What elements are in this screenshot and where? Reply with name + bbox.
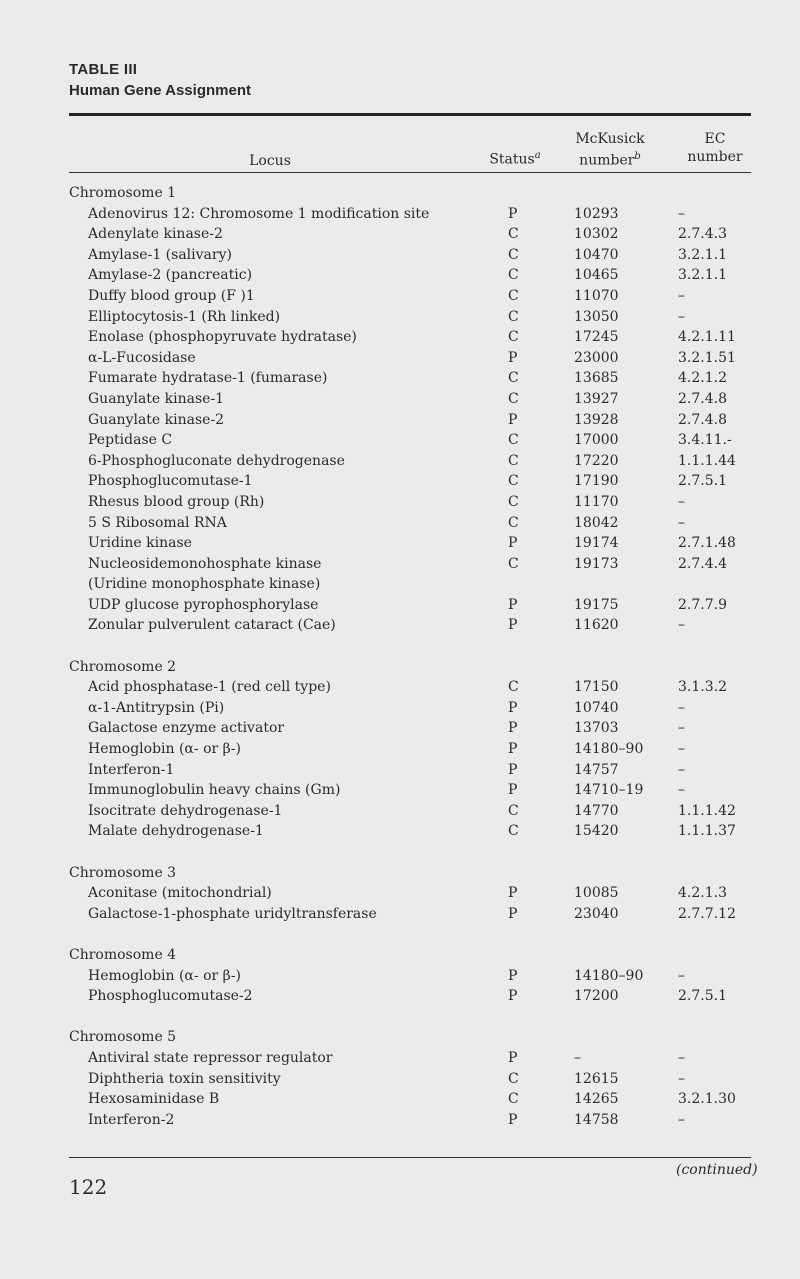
locus-cell: Hemoglobin (α- or β-) <box>88 967 241 984</box>
locus-cell: Hemoglobin (α- or β-) <box>88 741 241 758</box>
ec-cell: – <box>678 308 685 325</box>
ec-cell: 2.7.7.9 <box>678 596 727 613</box>
mckusick-cell: 11170 <box>574 493 619 510</box>
chromosome-heading: Chromosome 1 <box>69 185 177 201</box>
status-cell: C <box>508 390 519 407</box>
status-cell: C <box>508 493 519 510</box>
mckusick-cell: 14758 <box>574 1111 619 1128</box>
ec-cell: 4.2.1.3 <box>678 885 727 902</box>
table-row <box>0 574 800 595</box>
ec-cell: 3.2.1.1 <box>678 246 727 263</box>
table-row <box>0 677 800 698</box>
ec-cell: – <box>678 720 685 737</box>
ec-cell: – <box>678 1070 685 1087</box>
header-status <box>480 147 550 169</box>
ec-cell: – <box>678 741 685 758</box>
status-cell: C <box>508 555 519 572</box>
locus-cell: Amylase-1 (salivary) <box>88 246 232 263</box>
status-cell: C <box>508 287 519 304</box>
ec-cell: 2.7.5.1 <box>678 988 727 1005</box>
status-cell: C <box>508 226 519 243</box>
bottom-rule <box>69 1157 751 1158</box>
chromosome-heading: Chromosome 4 <box>69 946 177 963</box>
table-row <box>0 327 800 348</box>
locus-cell: Adenovirus 12: Chromosome 1 modification site <box>88 205 430 222</box>
continued-note: (continued) <box>676 1162 758 1178</box>
mckusick-cell: 10470 <box>574 246 619 263</box>
ec-cell: – <box>678 761 685 778</box>
table-row <box>0 595 800 616</box>
table-row <box>0 1110 800 1131</box>
chromosome-heading: Chromosome 2 <box>69 658 177 675</box>
mckusick-cell: 10293 <box>574 205 619 222</box>
locus-cell: Galactose-1-phosphate uridyltransferase <box>88 905 377 922</box>
status-cell: P <box>508 885 518 902</box>
section-row <box>0 1027 800 1048</box>
mckusick-cell: 14265 <box>574 1091 619 1108</box>
table-row <box>0 966 800 987</box>
locus-cell: Galactose enzyme activator <box>88 720 285 737</box>
header-ec-line1: EC <box>704 131 726 147</box>
ec-cell: 4.2.1.2 <box>678 370 727 387</box>
header-mckusick <box>555 130 665 170</box>
locus-cell: Elliptocytosis-1 (Rh linked) <box>88 308 281 325</box>
table-row <box>0 368 800 389</box>
table-row <box>0 718 800 739</box>
table-row <box>0 286 800 307</box>
status-cell: C <box>508 329 519 346</box>
table-row <box>0 265 800 286</box>
table-row <box>0 224 800 245</box>
locus-cell: α-1-Antitrypsin (Pi) <box>88 699 225 716</box>
locus-cell: Phosphoglucomutase-1 <box>88 473 253 490</box>
ec-cell: 2.7.1.48 <box>678 535 736 552</box>
status-cell: C <box>508 1070 519 1087</box>
header-ec <box>675 130 755 166</box>
locus-cell: 6-Phosphogluconate dehydrogenase <box>88 452 345 469</box>
header-mckusick-note: b <box>634 151 641 162</box>
table-row <box>0 204 800 225</box>
ec-cell: 1.1.1.42 <box>678 802 736 819</box>
locus-cell: Isocitrate dehydrogenase-1 <box>88 802 283 819</box>
table-row <box>0 883 800 904</box>
locus-cell: Aconitase (mitochondrial) <box>88 885 272 902</box>
mckusick-cell: 14180–90 <box>574 967 644 984</box>
status-cell: C <box>508 802 519 819</box>
table-row <box>0 451 800 472</box>
table-row <box>0 513 800 534</box>
mckusick-cell: 17200 <box>574 988 619 1005</box>
mckusick-cell: 17220 <box>574 452 619 469</box>
locus-cell: Diphtheria toxin sensitivity <box>88 1070 281 1087</box>
locus-cell: UDP glucose pyrophosphorylase <box>88 596 319 613</box>
ec-cell: – <box>678 782 685 799</box>
table-caption-label: TABLE III <box>69 61 138 78</box>
table-row <box>0 1048 800 1069</box>
locus-cell: Peptidase C <box>88 432 173 449</box>
gene-table-body <box>0 183 800 1130</box>
ec-cell: – <box>678 493 685 510</box>
ec-cell: 3.2.1.1 <box>678 267 727 284</box>
locus-cell: Enolase (phosphopyruvate hydratase) <box>88 329 357 346</box>
table-row <box>0 904 800 925</box>
status-cell: P <box>508 596 518 613</box>
table-row <box>0 245 800 266</box>
header-mckusick-line1: McKusick <box>575 131 645 147</box>
table-row <box>0 554 800 575</box>
section-row <box>0 657 800 678</box>
page-number: 122 <box>69 1175 108 1199</box>
status-cell: P <box>508 741 518 758</box>
locus-cell: Antiviral state repressor regulator <box>88 1049 333 1066</box>
section-row <box>0 945 800 966</box>
mckusick-cell: 14757 <box>574 761 619 778</box>
mckusick-cell: – <box>574 1049 581 1066</box>
mckusick-cell: 13927 <box>574 390 619 407</box>
status-cell: P <box>508 535 518 552</box>
mckusick-cell: 17245 <box>574 329 619 346</box>
locus-cell: Zonular pulverulent cataract (Cae) <box>88 617 336 634</box>
section-spacer <box>0 636 800 657</box>
table-row <box>0 410 800 431</box>
chromosome-heading: Chromosome 3 <box>69 864 177 881</box>
table-row <box>0 986 800 1007</box>
locus-cell: Acid phosphatase-1 (red cell type) <box>88 679 331 696</box>
section-row <box>0 183 800 204</box>
section-spacer <box>0 1007 800 1028</box>
table-row <box>0 1089 800 1110</box>
table-row <box>0 615 800 636</box>
section-spacer <box>0 842 800 863</box>
ec-cell: 2.7.4.3 <box>678 226 727 243</box>
mckusick-cell: 11070 <box>574 287 619 304</box>
status-cell: P <box>508 905 518 922</box>
ec-cell: 3.2.1.51 <box>678 349 736 366</box>
ec-cell: – <box>678 287 685 304</box>
locus-cell: Duffy blood group (F )1 <box>88 287 255 304</box>
mckusick-cell: 15420 <box>574 823 619 840</box>
ec-cell: 2.7.5.1 <box>678 473 727 490</box>
mckusick-cell: 23000 <box>574 349 619 366</box>
locus-cell: Immunoglobulin heavy chains (Gm) <box>88 782 341 799</box>
mckusick-cell: 13928 <box>574 411 619 428</box>
status-cell: P <box>508 1049 518 1066</box>
locus-cell: Fumarate hydratase-1 (fumarase) <box>88 370 328 387</box>
table-row <box>0 430 800 451</box>
ec-cell: – <box>678 617 685 634</box>
status-cell: P <box>508 967 518 984</box>
header-ec-line2: number <box>687 149 743 165</box>
table-row <box>0 348 800 369</box>
table-row <box>0 801 800 822</box>
status-cell: C <box>508 452 519 469</box>
mckusick-cell: 10465 <box>574 267 619 284</box>
ec-cell: 4.2.1.11 <box>678 329 736 346</box>
ec-cell: – <box>678 699 685 716</box>
status-cell: P <box>508 205 518 222</box>
locus-cell: Uridine kinase <box>88 535 192 552</box>
section-spacer <box>0 924 800 945</box>
mckusick-cell: 13703 <box>574 720 619 737</box>
header-mckusick-line2: number <box>579 152 635 169</box>
status-cell: P <box>508 699 518 716</box>
table-caption-title: Human Gene Assignment <box>69 82 251 99</box>
status-cell: C <box>508 308 519 325</box>
section-row <box>0 863 800 884</box>
locus-cell: Hexosaminidase B <box>88 1091 220 1108</box>
mckusick-cell: 18042 <box>574 514 619 531</box>
status-cell: C <box>508 823 519 840</box>
header-status-note: a <box>534 150 541 161</box>
status-cell: P <box>508 782 518 799</box>
ec-cell: – <box>678 967 685 984</box>
table-row <box>0 1069 800 1090</box>
locus-cell: 5 S Ribosomal RNA <box>88 514 227 531</box>
mckusick-cell: 10740 <box>574 699 619 716</box>
table-row <box>0 780 800 801</box>
ec-cell: – <box>678 1111 685 1128</box>
mckusick-cell: 19175 <box>574 596 619 613</box>
status-cell: C <box>508 432 519 449</box>
mckusick-cell: 13050 <box>574 308 619 325</box>
ec-cell: 2.7.7.12 <box>678 905 736 922</box>
mckusick-cell: 17000 <box>574 432 619 449</box>
status-cell: C <box>508 514 519 531</box>
mckusick-cell: 14180–90 <box>574 741 644 758</box>
header-rule <box>69 172 751 173</box>
status-cell: P <box>508 988 518 1005</box>
table-row <box>0 533 800 554</box>
mckusick-cell: 11620 <box>574 617 619 634</box>
locus-cell: α-L-Fucosidase <box>88 349 196 366</box>
status-cell: C <box>508 246 519 263</box>
mckusick-cell: 10302 <box>574 226 619 243</box>
table-row <box>0 739 800 760</box>
ec-cell: 2.7.4.8 <box>678 390 727 407</box>
table-row <box>0 821 800 842</box>
locus-cell: Amylase-2 (pancreatic) <box>88 267 253 284</box>
ec-cell: 2.7.4.8 <box>678 411 727 428</box>
mckusick-cell: 23040 <box>574 905 619 922</box>
status-cell: C <box>508 679 519 696</box>
ec-cell: – <box>678 1049 685 1066</box>
locus-cell: Guanylate kinase-2 <box>88 411 225 428</box>
mckusick-cell: 19173 <box>574 555 619 572</box>
mckusick-cell: 17190 <box>574 473 619 490</box>
locus-cell: Interferon-2 <box>88 1111 175 1128</box>
table-row <box>0 760 800 781</box>
header-mckusick-line2-wrap <box>555 148 665 170</box>
mckusick-cell: 13685 <box>574 370 619 387</box>
ec-cell: – <box>678 205 685 222</box>
locus-cell: Nucleosidemonohosphate kinase <box>88 555 322 572</box>
mckusick-cell: 19174 <box>574 535 619 552</box>
table-row <box>0 389 800 410</box>
ec-cell: – <box>678 514 685 531</box>
locus-cell: (Uridine monophosphate kinase) <box>88 576 321 593</box>
locus-cell: Guanylate kinase-1 <box>88 390 225 407</box>
header-status-text: Status <box>489 151 535 168</box>
ec-cell: 2.7.4.4 <box>678 555 727 572</box>
mckusick-cell: 17150 <box>574 679 619 696</box>
chromosome-heading: Chromosome 5 <box>69 1029 177 1046</box>
status-cell: C <box>508 267 519 284</box>
status-cell: C <box>508 473 519 490</box>
ec-cell: 1.1.1.37 <box>678 823 736 840</box>
header-locus: Locus <box>249 153 291 169</box>
table-row <box>0 492 800 513</box>
mckusick-cell: 12615 <box>574 1070 619 1087</box>
locus-cell: Rhesus blood group (Rh) <box>88 493 265 510</box>
mckusick-cell: 14770 <box>574 802 619 819</box>
table-row <box>0 307 800 328</box>
status-cell: P <box>508 411 518 428</box>
locus-cell: Phosphoglucomutase-2 <box>88 988 253 1005</box>
ec-cell: 3.1.3.2 <box>678 679 727 696</box>
table-row <box>0 471 800 492</box>
locus-cell: Malate dehydrogenase-1 <box>88 823 264 840</box>
status-cell: P <box>508 1111 518 1128</box>
status-cell: C <box>508 370 519 387</box>
ec-cell: 1.1.1.44 <box>678 452 736 469</box>
locus-cell: Adenylate kinase-2 <box>88 226 223 243</box>
table-row <box>0 698 800 719</box>
status-cell: P <box>508 720 518 737</box>
locus-cell: Interferon-1 <box>88 761 175 778</box>
status-cell: P <box>508 349 518 366</box>
ec-cell: 3.2.1.30 <box>678 1091 736 1108</box>
top-rule <box>69 113 751 116</box>
ec-cell: 3.4.11.- <box>678 432 732 449</box>
status-cell: P <box>508 617 518 634</box>
status-cell: C <box>508 1091 519 1108</box>
mckusick-cell: 10085 <box>574 885 619 902</box>
status-cell: P <box>508 761 518 778</box>
mckusick-cell: 14710–19 <box>574 782 644 799</box>
